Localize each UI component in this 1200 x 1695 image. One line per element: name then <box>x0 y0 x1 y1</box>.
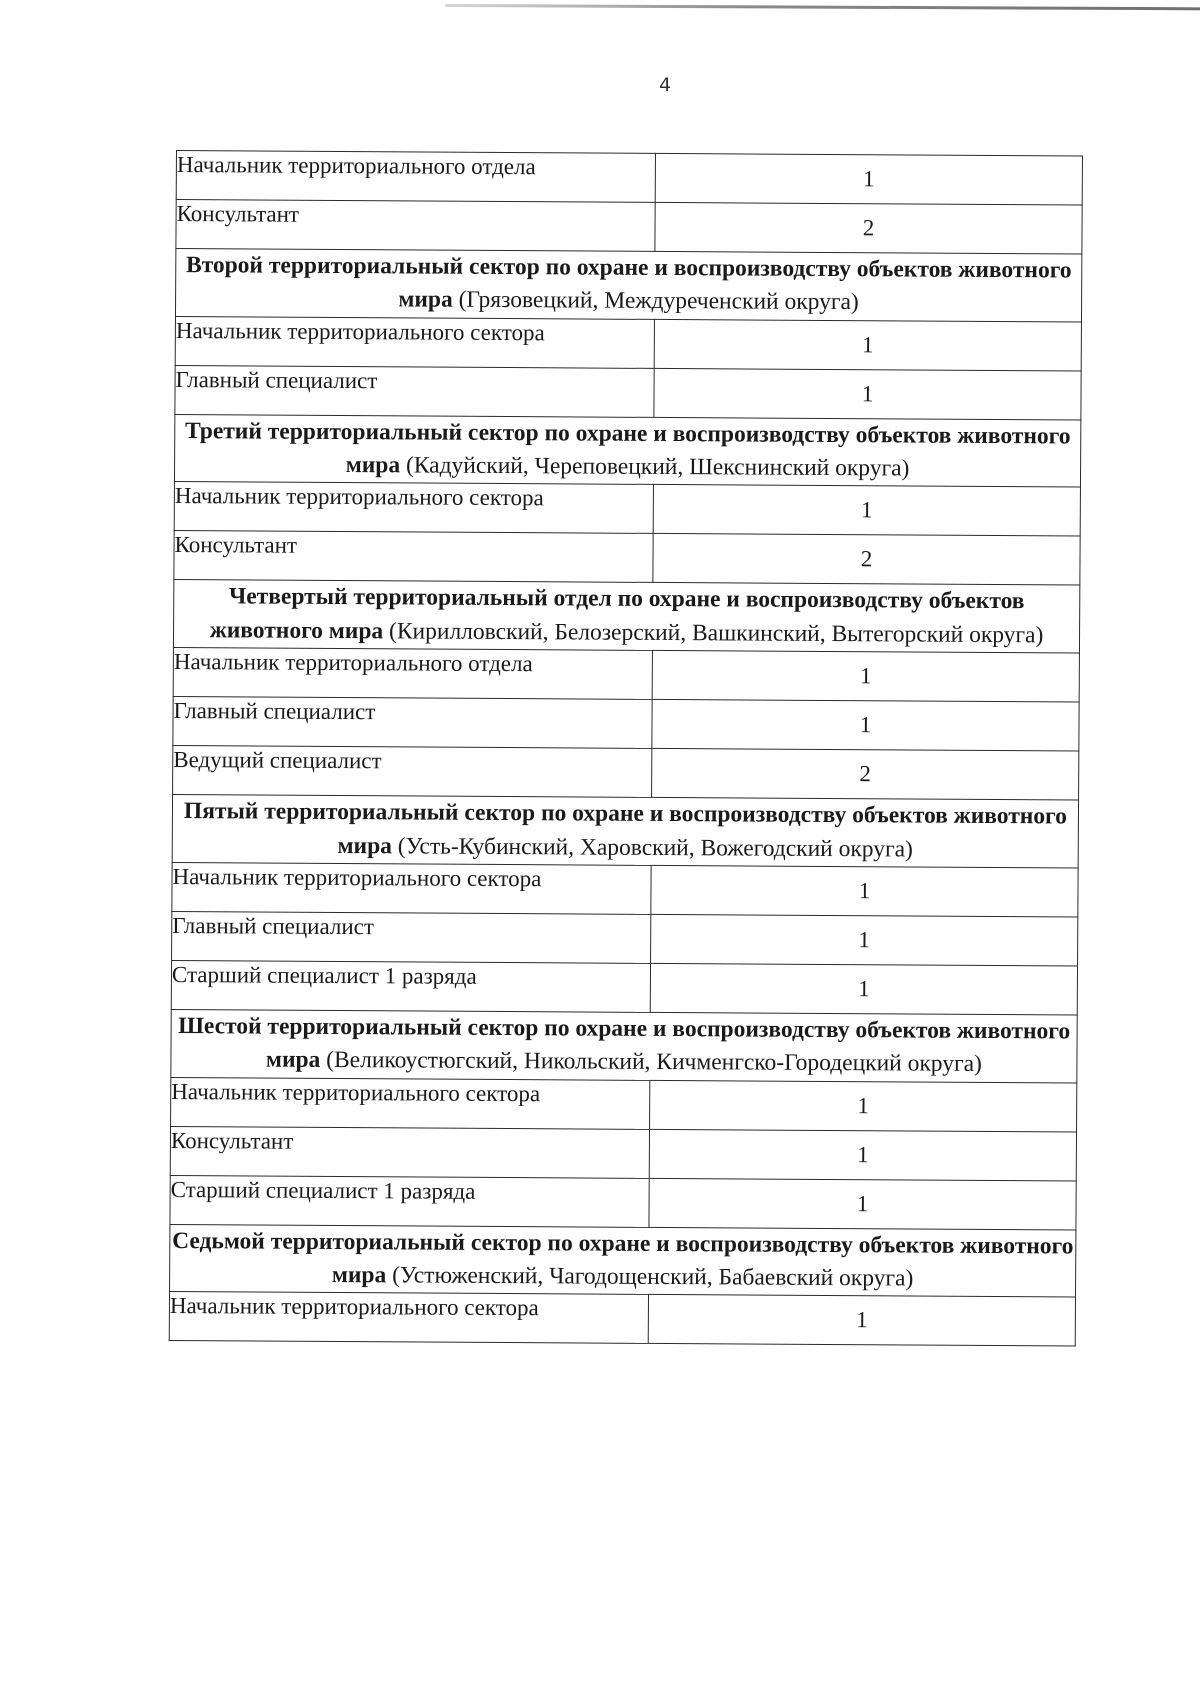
position-count: 1 <box>651 914 1078 966</box>
table-row <box>173 746 1079 801</box>
position-title: Консультант <box>174 531 653 583</box>
position-count: 1 <box>652 651 1079 703</box>
section-header-cell <box>174 414 1080 487</box>
table-row <box>175 365 1081 420</box>
table-row <box>176 151 1082 206</box>
position-title: Консультант <box>170 1126 649 1178</box>
section-header-cell <box>170 1224 1076 1297</box>
section-districts: (Грязовецкий, Междуреченский округа) <box>452 287 859 316</box>
position-count: 2 <box>655 202 1082 254</box>
document-sheet <box>169 150 1080 1347</box>
position-count: 1 <box>652 700 1079 752</box>
section-header-cell <box>173 580 1079 653</box>
table-row <box>173 697 1079 752</box>
table-row <box>174 531 1080 586</box>
table-row <box>173 648 1079 703</box>
section-header-cell <box>175 249 1081 322</box>
section-title: Второй территориальный сектор по охране и воспроизводству объектов животного мира <box>185 252 1072 314</box>
section-header-row <box>175 249 1081 322</box>
page-number: 4 <box>658 74 672 96</box>
position-count: 1 <box>651 865 1078 917</box>
section-header-row <box>174 414 1080 487</box>
position-count: 2 <box>653 534 1080 586</box>
table-row <box>170 1126 1076 1181</box>
position-title: Начальник территориального сектора <box>172 862 651 914</box>
staff-table <box>169 150 1083 1347</box>
staff-table-body <box>169 151 1082 1347</box>
table-row <box>171 1077 1077 1132</box>
position-count: 1 <box>649 1129 1076 1181</box>
section-districts: (Устюженский, Чагодощенский, Бабаевский округа) <box>386 1262 914 1292</box>
section-districts: (Великоустюгский, Никольский, Кичменгско-Городецкий округа) <box>320 1047 982 1078</box>
position-count: 1 <box>653 485 1080 537</box>
position-title: Ведущий специалист <box>173 746 652 798</box>
position-count: 1 <box>649 1178 1076 1230</box>
section-header-cell <box>172 795 1078 868</box>
position-count: 1 <box>654 319 1081 371</box>
position-title: Начальник территориального сектора <box>171 1077 650 1129</box>
position-count: 1 <box>655 153 1082 205</box>
section-title: Четвертый территориальный отдел по охране и воспроизводству объектов животного мира <box>209 583 1025 645</box>
section-title: Шестой территориальный сектор по охране и воспроизводству объектов животного мира <box>178 1012 1071 1074</box>
position-title: Начальник территориального отдела <box>176 151 655 203</box>
position-title: Начальник территориального сектора <box>175 316 654 368</box>
position-title: Старший специалист 1 разряда <box>171 960 650 1012</box>
section-districts: (Кадуйский, Череповецкий, Шекснинский округа) <box>400 452 910 482</box>
position-title: Старший специалист 1 разряда <box>170 1175 649 1227</box>
section-title: Пятый территориальный сектор по охране и воспроизводству объектов животного мира <box>183 798 1068 859</box>
table-row <box>174 482 1080 537</box>
position-count: 2 <box>652 749 1079 801</box>
table-row <box>172 911 1078 966</box>
table-row <box>171 960 1077 1015</box>
table-row <box>176 200 1082 255</box>
position-title: Главный специалист <box>175 365 654 417</box>
section-districts: (Кирилловский, Белозерский, Вашкинский, Вытегорский округа) <box>383 618 1044 649</box>
position-count: 1 <box>650 1080 1077 1132</box>
position-count: 1 <box>654 368 1081 420</box>
section-title: Седьмой территориальный сектор по охране и воспроизводству объектов животного мира <box>172 1227 1074 1289</box>
table-row <box>170 1175 1076 1230</box>
section-header-row <box>171 1009 1077 1082</box>
table-row <box>175 316 1081 371</box>
position-title: Главный специалист <box>173 697 652 749</box>
section-header-cell <box>171 1009 1077 1082</box>
section-header-row <box>172 795 1078 868</box>
position-title: Начальник территориального сектора <box>169 1292 648 1344</box>
section-header-row <box>173 580 1079 653</box>
position-count: 1 <box>650 963 1077 1015</box>
position-title: Главный специалист <box>172 911 651 963</box>
position-title: Начальник территориального сектора <box>174 482 653 534</box>
scan-edge-line <box>445 4 1200 10</box>
section-header-row <box>170 1224 1076 1297</box>
section-districts: (Усть-Кубинский, Харовский, Вожегодский округа) <box>391 832 913 863</box>
table-row <box>172 862 1078 917</box>
position-count: 1 <box>648 1295 1075 1347</box>
position-title: Начальник территориального отдела <box>173 648 652 700</box>
section-title: Третий территориальный сектор по охране и воспроизводству объектов животного мира <box>184 417 1071 479</box>
position-title: Консультант <box>176 200 655 252</box>
table-row <box>169 1292 1075 1347</box>
